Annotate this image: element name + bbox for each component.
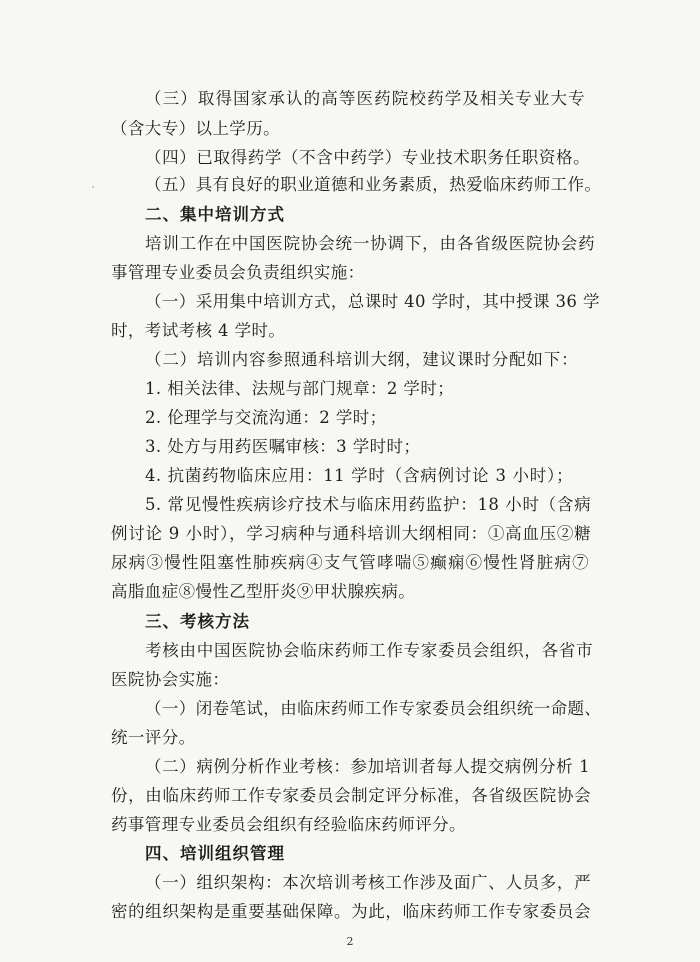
text-line: 培训工作在中国医院协会统一协调下，由各省级医院协会药 (145, 234, 595, 253)
text-line: （三）取得国家承认的高等医药院校药学及相关专业大专 (145, 89, 585, 108)
text-line: （五）具有良好的职业道德和业务素质，热爱临床药师工作。 (145, 175, 602, 194)
section-heading: 三、考核方法 (145, 612, 250, 631)
text-line: （二）培训内容参照通科培训大纲，建议课时分配如下： (145, 350, 578, 369)
list-item: 1. 相关法律、法规与部门规章：2 学时； (145, 379, 455, 398)
list-item: 2. 伦理学与交流沟通：2 学时； (145, 408, 387, 427)
text-line: （四）已取得药学（不含中药学）专业技术职务任职资格。 (145, 148, 590, 167)
list-item: 5. 常见慢性疾病诊疗技术与临床用药监护：18 小时（含病 (145, 495, 591, 514)
text-line: （二）病例分析作业考核：参加培训者每人提交病例分析 1 (145, 757, 590, 776)
page-number: 2 (346, 935, 354, 948)
list-item: 4. 抗菌药物临床应用：11 学时（含病例讨论 3 小时）； (145, 466, 573, 485)
text-line: 密的组织架构是重要基础保障。为此，临床药师工作专家委员会 (111, 902, 591, 921)
text-line: 考核由中国医院协会临床药师工作专家委员会组织，各省市 (145, 641, 593, 660)
section-heading: 二、集中培训方式 (145, 205, 285, 224)
text-line: 例讨论 9 小时），学习病种与通科培训大纲相同：①高血压②糖 (111, 524, 591, 543)
text-line: （一）组织架构：本次培训考核工作涉及面广、人员多，严 (145, 873, 591, 892)
section-heading: 四、培训组织管理 (145, 844, 285, 863)
text-line: 高脂血症⑧慢性乙型肝炎⑨甲状腺疾病。 (111, 582, 416, 601)
text-line: 尿病③慢性阻塞性肺疾病④支气管哮喘⑤癫痫⑥慢性肾脏病⑦ (111, 553, 589, 572)
scan-speck (92, 186, 94, 188)
text-line: （一）闭卷笔试，由临床药师工作专家委员会组织统一命题、 (145, 699, 602, 718)
text-line: 份，由临床药师工作专家委员会制定评分标准，各省级医院协会 (111, 786, 591, 805)
list-item: 3. 处方与用药医嘱审核：3 学时时； (145, 437, 421, 456)
text-line: （含大专）以上学历。 (111, 119, 280, 138)
text-line: 医院协会实施： (111, 670, 230, 689)
text-line: 统一评分。 (111, 728, 196, 747)
text-line: 药事管理专业委员会组织有经验临床药师评分。 (111, 815, 466, 834)
text-line: （一）采用集中培训方式，总课时 40 学时，其中授课 36 学 (145, 292, 600, 311)
text-line: 时，考试考核 4 学时。 (111, 321, 286, 340)
text-line: 事管理专业委员会负责组织实施： (111, 263, 365, 282)
